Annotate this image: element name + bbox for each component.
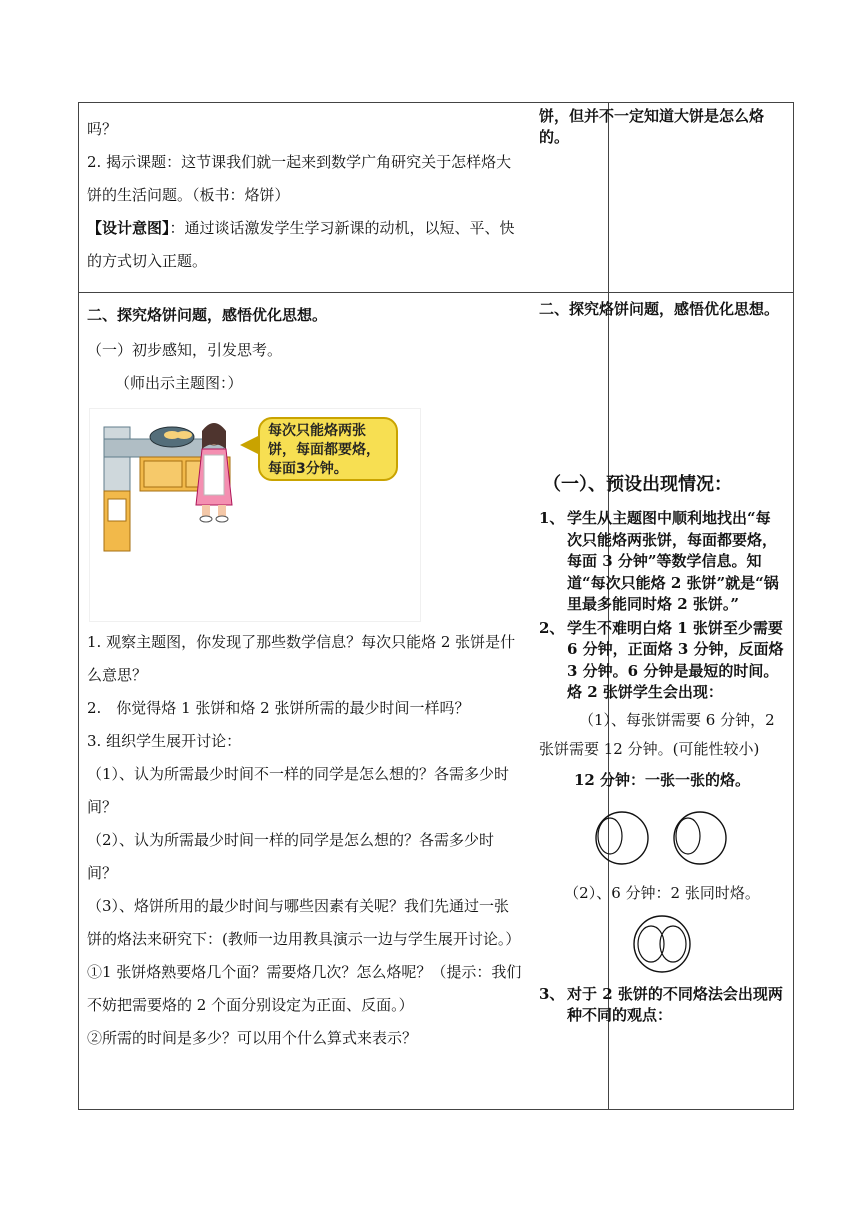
bubble-line-2: 饼，每面都要烙， [268,442,380,458]
design-text: ：通过谈话激发学生学习新课的动机，以短、平、快的方式切入正题。 [87,219,515,270]
row1-right-text: 饼，但并不一定知道大饼是怎么烙的。 [539,107,765,146]
item-3-text: 对于 2 张饼的不同烙法会出现两种不同的观点： [567,984,783,1024]
speech-bubble [258,417,398,481]
theme-picture [89,408,421,622]
two-separate-cakes-diagram [592,803,732,873]
preset-item-2 [539,618,785,704]
item-3-number: 3、 [539,984,565,1003]
preset-situations-heading: （一）、预设出现情况： [543,474,732,495]
bubble-line-1: 每次只能烙两张 [268,423,366,439]
circled-question-1: ①1 张饼烙熟要烙几个面？需要烙几次？怎么烙呢？（提示：我们不妨把需要烙的 2 个面分别设定为正面、反面。） [87,963,522,1014]
possibility-1: （1）、每张饼需要 6 分钟，2 张饼需要 12 分钟。(可能性较小) [539,710,775,758]
discussion-3: （3）、烙饼所用的最少时间与哪些因素有关呢？我们先通过一张饼的烙法来研究下：(教师一边用教具演示一边与学生展开讨论。） [87,897,521,948]
item-2-followup: 烙 2 张饼学生会出现： [567,683,723,701]
preset-item-1 [539,508,785,616]
discussion-1: （1）、认为所需最少时间不一样的同学是怎么想的？各需多少时间？ [87,765,510,816]
subsection-heading: （一）初步感知，引发思考。 [87,341,283,359]
row1-right-cell [531,103,793,292]
right-section-heading: 二、探究烙饼问题，感悟优化思想。 [539,300,780,318]
speech-bubble-tail [240,435,260,455]
possibility-2: （2）、6 分钟：2 张同时烙。 [564,883,760,902]
bubble-line-3: 每面3分钟。 [268,461,348,477]
row1-line1: 吗？ [87,120,118,138]
discussion-2: （2）、认为所需最少时间一样的同学是怎么想的？各需多少时间？ [87,831,495,882]
preset-item-3 [539,984,785,1027]
possibility-1-note: 12 分钟：一张一张的烙。 [573,770,751,789]
question-2: 2. 你觉得烙 1 张饼和烙 2 张饼所需的最少时间一样吗？ [87,699,470,717]
item-1-text: 学生从主题图中顺利地找出“每次只能烙两张饼，每面都要烙，每面 3 分钟”等数学信息。知道“每次只能烙 2 张饼”就是“锅里最多能同时烙 2 张饼。” [567,509,779,613]
row2-right-cell [531,293,793,1109]
design-label: 【设计意图】 [87,219,170,237]
row1-line2: 2. 揭示课题：这节课我们就一起来到数学广角研究关于怎样烙大饼的生活问题。（板书：烙饼） [87,153,512,204]
item-2-number: 2、 [539,618,565,637]
row1-left-cell [79,103,531,292]
show-picture-note: （师出示主题图：） [115,374,243,392]
question-1: 1. 观察主题图，你发现了那些数学信息？每次只能烙 2 张饼是什么意思？ [87,633,516,684]
lesson-table [78,102,794,1110]
item-1-number: 1、 [539,509,565,527]
two-cakes-together-diagram [627,912,697,976]
row2-left-cell [79,293,531,1109]
section-heading: 二、探究烙饼问题，感悟优化思想。 [87,306,328,324]
design-intent [87,212,523,278]
circled-question-2: ②所需的时间是多少？可以用个什么算式来表示？ [87,1029,418,1047]
item-2-text: 学生不难明白烙 1 张饼至少需要 6 分钟，正面烙 3 分钟，反面烙 3 分钟。6 分钟是最短的时间。 [567,618,784,680]
question-3: 3. 组织学生展开讨论： [87,732,242,750]
